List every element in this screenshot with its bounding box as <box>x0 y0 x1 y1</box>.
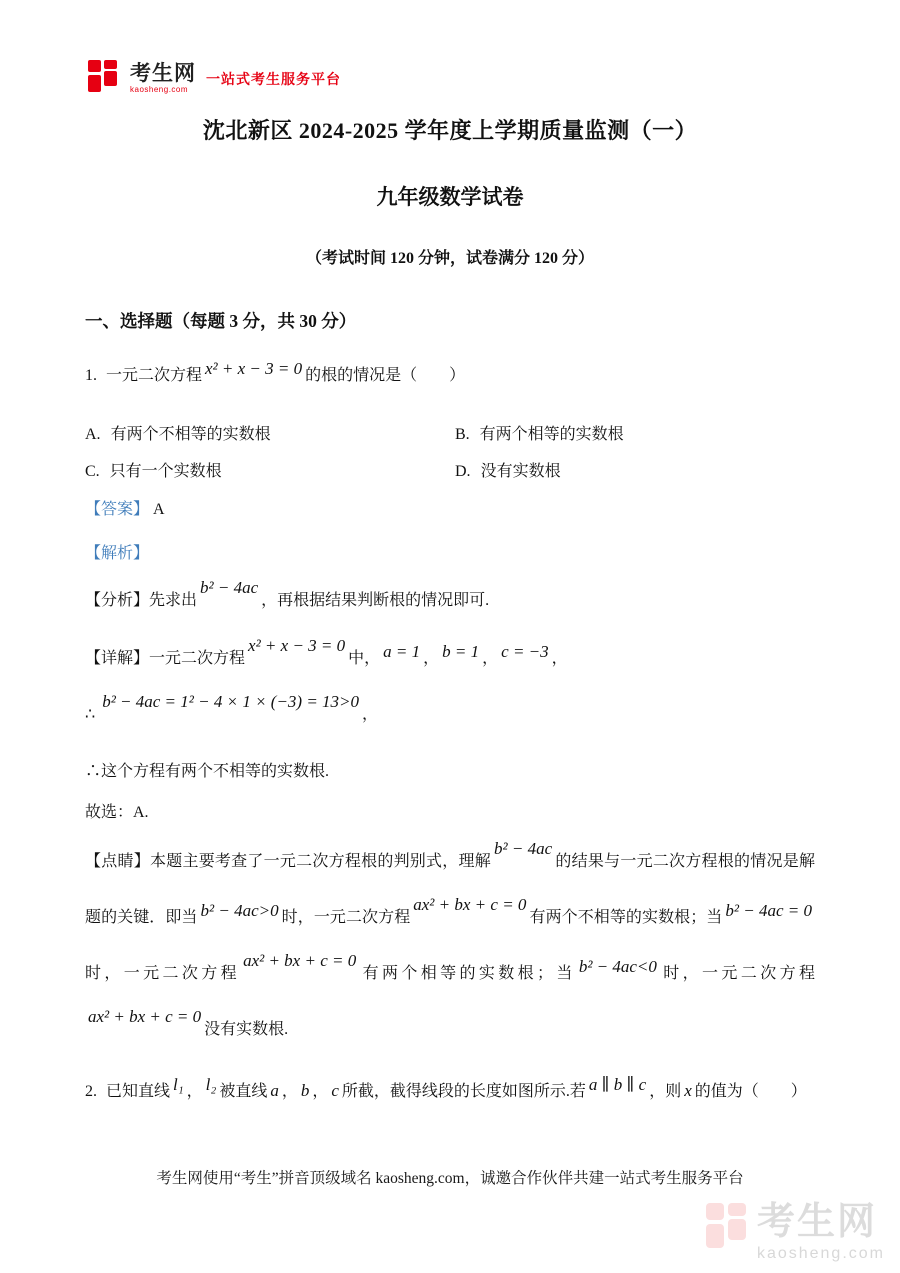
deduction-comma: ， <box>362 706 379 723</box>
q2-text: 所截，截得线段的长度如图所示.若 <box>341 1083 586 1100</box>
dianjing-text: 有两个相等的实数根；当 <box>359 965 576 982</box>
question-2-number: 2. <box>85 1083 97 1100</box>
dianjing-text: 时，一元二次方程 <box>85 965 241 982</box>
fenxi-formula: b² − 4ac <box>200 578 259 597</box>
dianjing-text: 时，一元二次方程 <box>659 965 815 982</box>
q2-formula-l2: l₂ <box>205 1075 217 1094</box>
answer-line <box>0 497 900 523</box>
fenxi-label: 【分析】 <box>85 592 150 609</box>
detail-comma-3: ， <box>551 650 568 667</box>
kaosheng-logo <box>88 60 341 94</box>
dianjing-formula: b² − 4ac <box>494 839 553 858</box>
answer-value: A <box>153 501 165 518</box>
kaosheng-logo-icon <box>88 60 120 94</box>
option-d-label: D. <box>455 463 471 480</box>
option-d-text: 没有实数根 <box>480 463 561 480</box>
brand-tagline: 一站式考生服务平台 <box>206 73 341 88</box>
detail-comma-1: ， <box>423 650 440 667</box>
option-a-text: 有两个不相等的实数根 <box>110 426 271 443</box>
dianjing-text: 本题主要考查了一元二次方程根的判别式，理解 <box>149 853 492 870</box>
option-c-text: 只有一个实数根 <box>109 463 222 480</box>
conclusion-line: 故选：A. <box>85 804 149 821</box>
dianjing-text: 时，一元二次方程 <box>281 909 411 926</box>
option-c-label: C. <box>85 463 100 480</box>
q1-stem-pre: 一元二次方程 <box>106 367 203 384</box>
dianjing-formula: b² − 4ac<0 <box>578 957 657 976</box>
dianjing-formula: b² − 4ac>0 <box>200 901 279 920</box>
q1-stem-post: 的根的情况是（ ） <box>305 367 466 384</box>
deduction-line-1 <box>0 693 900 735</box>
q2-text: ， <box>312 1083 329 1100</box>
watermark-logo-icon <box>706 1203 748 1249</box>
detail-formula-2: a = 1 <box>383 642 421 661</box>
q2-text: 的值为（ ） <box>694 1083 807 1100</box>
detail-formula-1: x² + x − 3 = 0 <box>248 636 346 655</box>
brand-domain: kaosheng.com <box>130 85 189 94</box>
answer-label: 【答案】 <box>85 501 150 518</box>
q2-formula-l1: l₁ <box>173 1075 184 1094</box>
watermark-domain: kaosheng.com <box>756 1245 885 1262</box>
deduction-formula: b² − 4ac = 1² − 4 × 1 × (−3) = 13>0 <box>102 692 360 711</box>
question-2-stem <box>0 1072 900 1112</box>
detail-paragraph <box>0 637 900 679</box>
option-b-text: 有两个相等的实数根 <box>479 426 624 443</box>
exam-info: （考试时间 120 分钟，试卷满分 120 分） <box>305 250 594 267</box>
brand-text <box>130 63 196 94</box>
question-1-number: 1. <box>85 367 97 384</box>
q2-var-c: c <box>331 1081 339 1100</box>
dianjing-text: 有两个不相等的实数根；当 <box>529 909 723 926</box>
q2-var-x: x <box>684 1081 692 1100</box>
option-b <box>455 421 815 444</box>
option-a-label: A. <box>85 426 101 443</box>
brand-name: 考生网 <box>130 61 196 85</box>
doc-subtitle: 九年级数学试卷 <box>376 185 524 209</box>
watermark-text <box>757 1203 885 1262</box>
option-d <box>455 458 815 481</box>
page-title: 沈北新区 2024-2025 学年度上学期质量监测（一） <box>202 118 698 143</box>
dianjing-paragraph <box>0 834 900 1058</box>
dianjing-text: 没有实数根. <box>204 1021 289 1038</box>
option-a <box>85 421 455 444</box>
option-b-label: B. <box>455 426 470 443</box>
q2-formula-parallel: a ∥ b ∥ c <box>588 1075 647 1094</box>
fenxi-pre: 先求出 <box>149 592 198 609</box>
q2-text: 已知直线 <box>106 1083 171 1100</box>
fenxi-paragraph <box>0 579 900 621</box>
detail-comma-2: ， <box>482 650 499 667</box>
q1-stem-formula: x² + x − 3 = 0 <box>205 359 303 378</box>
q2-var-a: a <box>270 1081 279 1100</box>
dianjing-text: 的结果与一元二次方程根的情况是解题的关键．即当 <box>85 853 815 926</box>
deduction-line-2: ∴这个方程有两个不相等的实数根. <box>85 763 330 780</box>
dianjing-formula: ax² + bx + c = 0 <box>88 1007 202 1026</box>
q2-var-b: b <box>300 1081 310 1100</box>
analysis-heading <box>0 541 900 567</box>
question-1-stem <box>0 359 900 393</box>
option-c <box>85 458 455 481</box>
question-1-options <box>0 421 900 481</box>
dianjing-formula: ax² + bx + c = 0 <box>243 951 357 970</box>
section-heading: 一、选择题（每题 3 分，共 30 分） <box>85 311 357 331</box>
q2-text: 被直线 <box>219 1083 268 1100</box>
detail-formula-3: b = 1 <box>442 642 480 661</box>
detail-mid: 中， <box>348 650 381 667</box>
page-footer: 考生网使用“考生”拼音顶级域名 kaosheng.com，诚邀合作伙伴共建一站式考生服务平台 <box>156 1170 744 1187</box>
fenxi-post: ，再根据结果判断根的情况即可. <box>261 592 490 609</box>
watermark <box>706 1203 885 1262</box>
dianjing-formula: b² − 4ac = 0 <box>725 901 812 920</box>
watermark-brand-name: 考生网 <box>756 1201 877 1243</box>
analysis-label: 【解析】 <box>85 545 150 562</box>
detail-label: 【详解】 <box>85 650 150 667</box>
dianjing-label: 【点睛】 <box>85 853 150 870</box>
q2-text: ， <box>281 1083 298 1100</box>
detail-formula-4: c = −3 <box>501 642 549 661</box>
detail-pre: 一元二次方程 <box>149 650 246 667</box>
dianjing-formula: ax² + bx + c = 0 <box>413 895 527 914</box>
therefore-symbol: ∴ <box>85 706 96 723</box>
q2-text: ，则 <box>649 1083 682 1100</box>
q2-text: ， <box>186 1083 203 1100</box>
